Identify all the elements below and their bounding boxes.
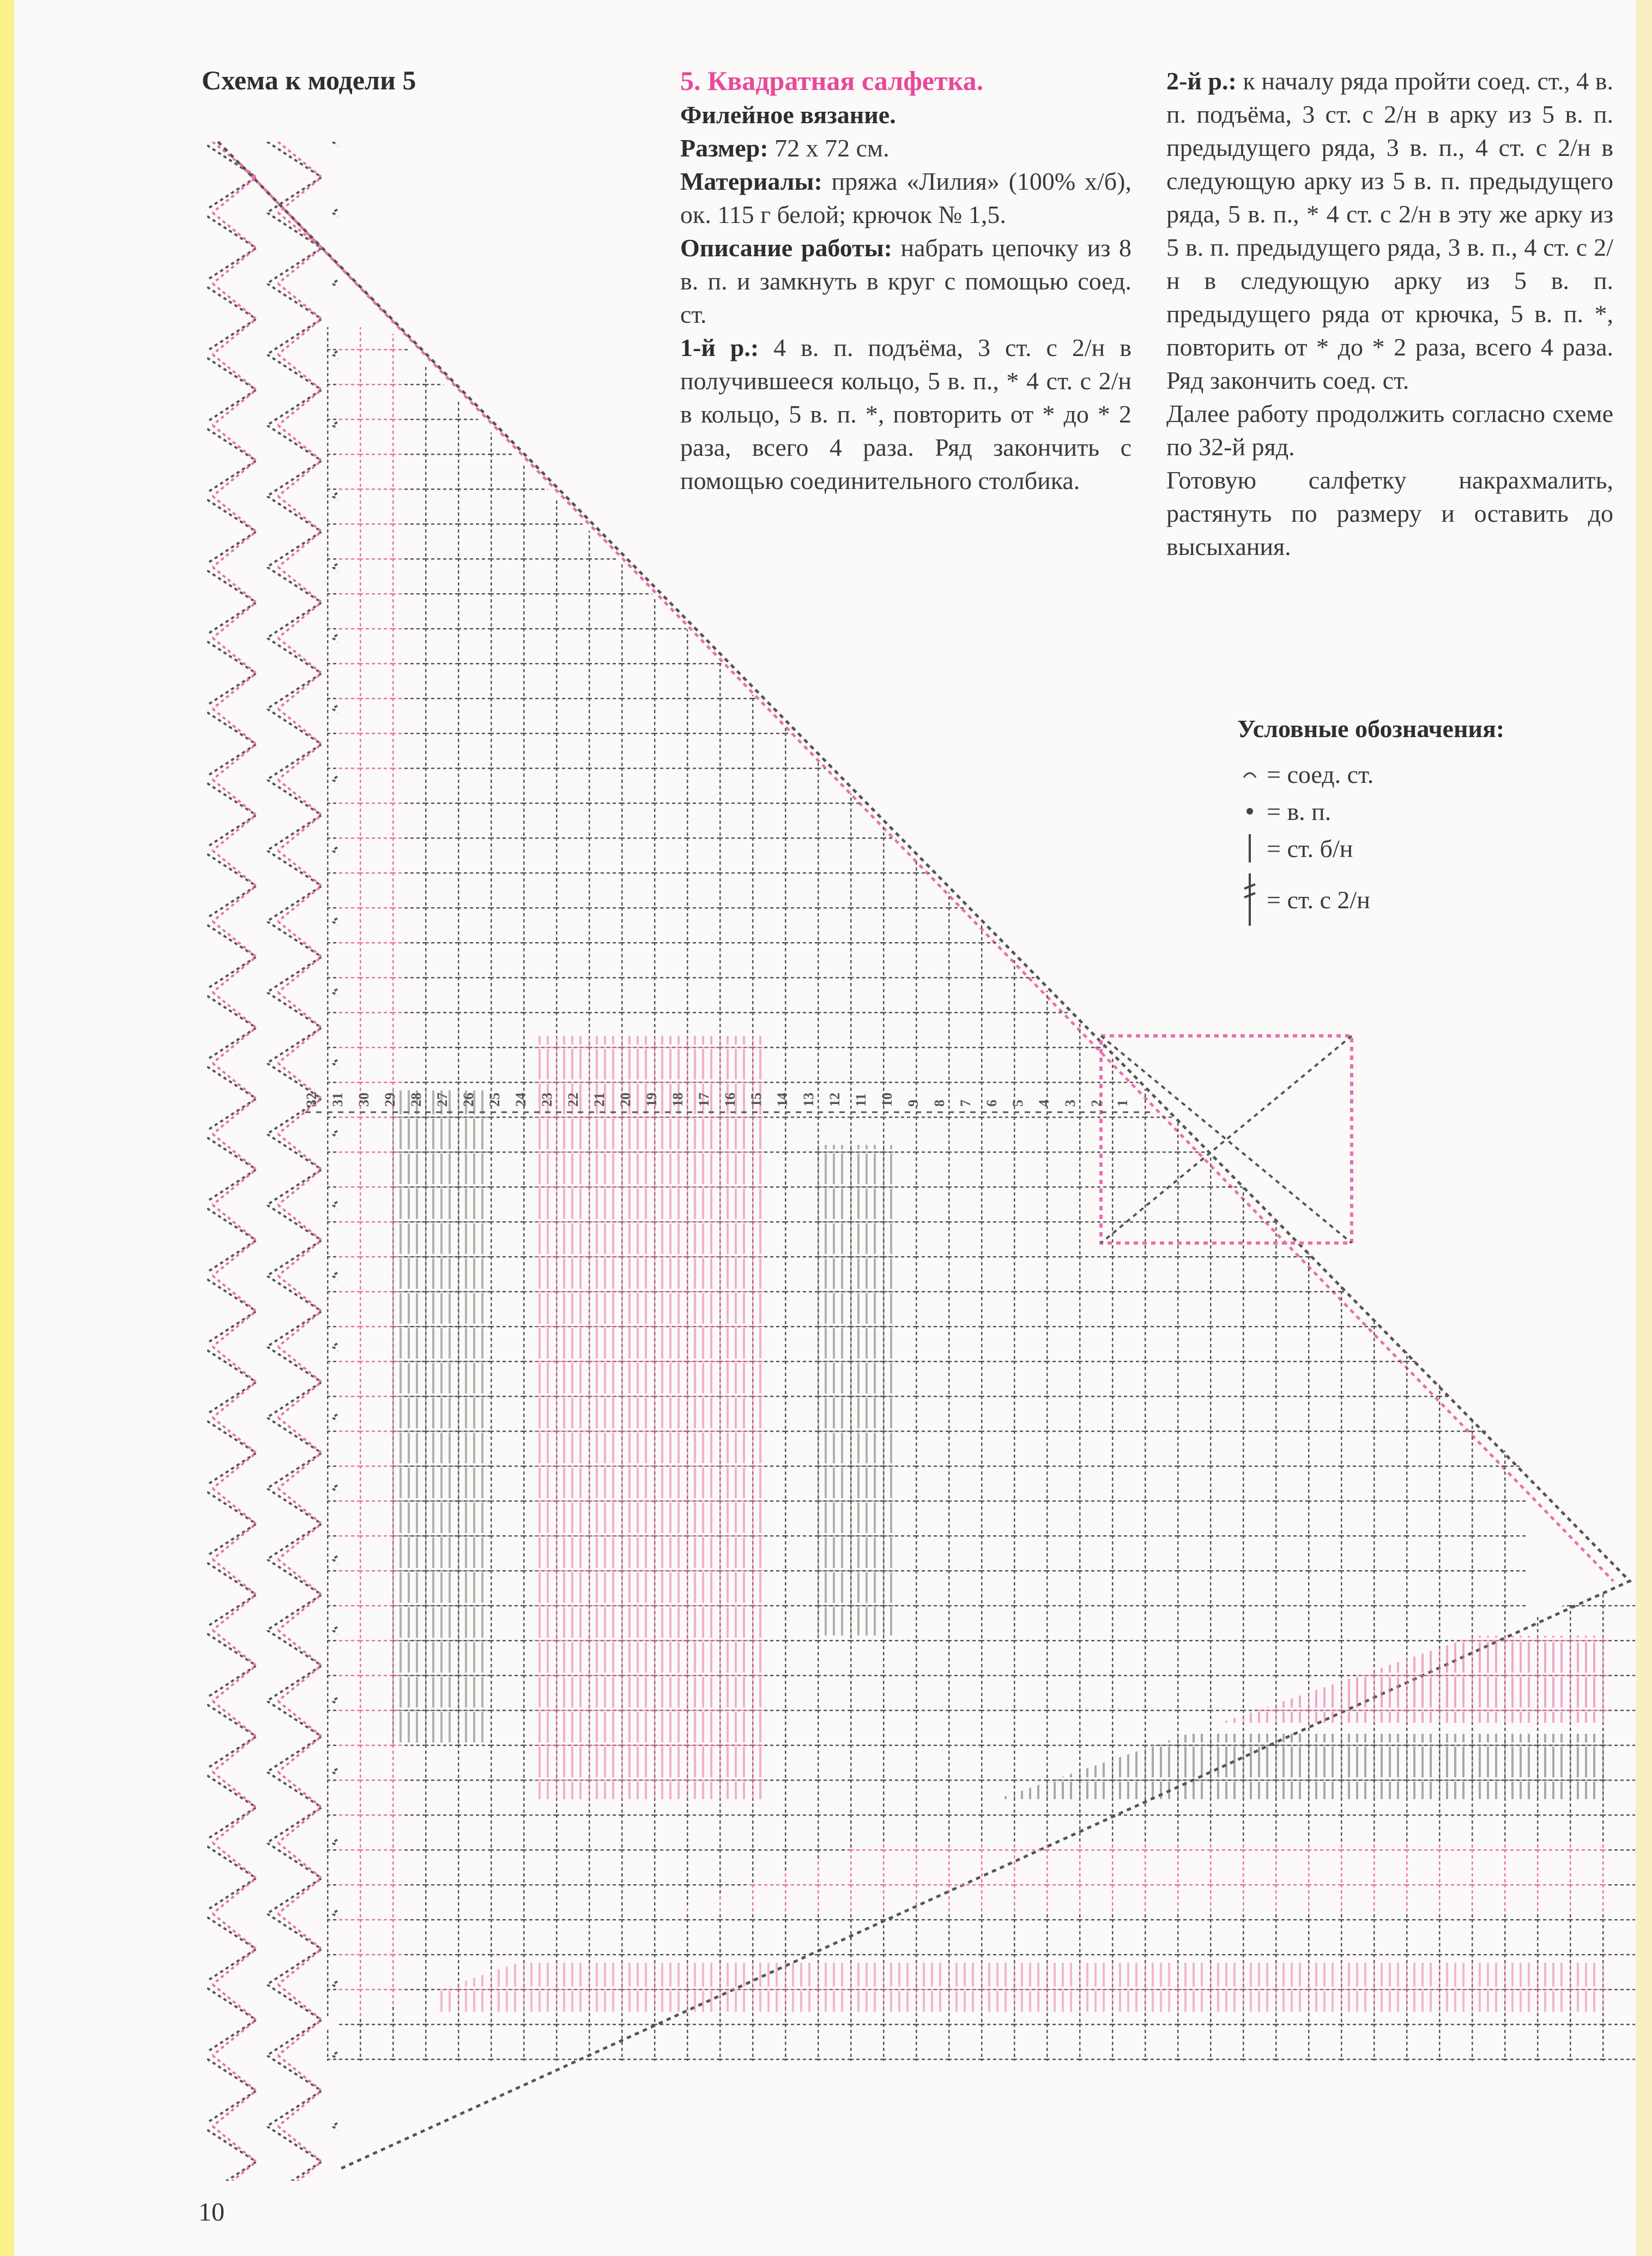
size-value: 72 х 72 см. <box>768 134 889 162</box>
chart-row-number: 20 <box>618 1093 633 1107</box>
double-treble-icon <box>1237 872 1262 927</box>
chart-row-number: 4 <box>1036 1100 1052 1107</box>
row1-label: 1-й р.: <box>680 334 759 361</box>
scheme-title: Схема к модели 5 <box>202 65 416 95</box>
chart-row-number: 30 <box>356 1093 372 1107</box>
materials-value: пряжа «Лилия» (100% х/б), ок. 115 г белой; крючок № 1,5. <box>680 167 1131 228</box>
chart-row-number: 23 <box>539 1093 555 1107</box>
article-column-right <box>1166 64 1613 563</box>
description-value: набрать цепочку из 8 в. п. и замкнуть в круг с помощью соед. ст. <box>680 234 1132 328</box>
legend-item-chain-stitch: = в. п. <box>1237 795 1504 827</box>
legend <box>1237 714 1504 935</box>
chart-row-number: 27 <box>434 1093 450 1107</box>
chart-row-number: 24 <box>513 1093 529 1107</box>
chart-row-number: 9 <box>905 1100 921 1107</box>
row2-value: к началу ряда пройти соед. ст., 4 в. п. подъёма, 3 ст. с 2/н в арку из 5 в. п. предыдущего ряда, 3 в. п., 4 ст. с 2/н в следующую арку из 5 в. п. предыдущего ряда, 5 в. п., * 4 ст. с 2/н в эту же арку из 5 в. п. предыдущего ряда, 3 в. п., 4 ст. с 2/н в следующую арку из 5 в. п. предыдущего ряда от крючка, 5 в. п. *, повторить от * до * 2 раза, всего 4 раза. Ряд закончить соед. ст. <box>1166 67 1613 394</box>
chart-row-number: 18 <box>670 1093 686 1107</box>
chart-row-number: 31 <box>330 1093 346 1107</box>
chart-row-number: 28 <box>408 1093 424 1107</box>
chart-row-number: 26 <box>461 1093 476 1107</box>
row1-value: 4 в. п. подъёма, 3 ст. с 2/н в получившееся кольцо, 5 в. п., * 4 ст. с 2/н в кольцо, 5 в. п. *, повторить от * до * 2 раза, всего 4 раза. Ряд закончить с помощью соединительного столбика. <box>680 334 1131 494</box>
chart-row-number: 8 <box>931 1100 947 1107</box>
chain-stitch-icon <box>1237 806 1262 817</box>
chart-row-number: 22 <box>565 1093 581 1107</box>
article-title: 5. Квадратная салфетка. <box>680 65 984 96</box>
chart-row-number: 16 <box>722 1093 738 1107</box>
single-crochet-icon <box>1237 833 1262 864</box>
continue-text: Далее работу продолжить согласно схеме по 32-й ряд. <box>1166 400 1613 461</box>
size-label: Размер: <box>680 134 768 162</box>
chart-row-number: 3 <box>1062 1100 1078 1107</box>
chart-band-dark-1 <box>392 1090 491 1745</box>
description-label: Описание работы: <box>680 234 892 262</box>
chart-row-number: 19 <box>644 1093 659 1107</box>
chart-border-left <box>207 142 338 2181</box>
chart-band-pink-2 <box>534 1036 763 1799</box>
page-number: 10 <box>198 2198 225 2227</box>
chart-row-number: 14 <box>774 1093 790 1107</box>
legend-item-single-crochet: = ст. б/н <box>1237 833 1504 864</box>
chart-band-dark-2 <box>818 1145 894 1636</box>
chart-row-number: 25 <box>487 1093 503 1107</box>
chart-row-number: 11 <box>853 1093 869 1107</box>
chart-band-pink-5 <box>436 1963 1608 2012</box>
legend-item-slip-stitch: = соед. ст. <box>1237 758 1504 790</box>
chart-row-number: 2 <box>1088 1100 1104 1107</box>
chart-row-number: 6 <box>984 1100 1000 1107</box>
chart-row-number: 29 <box>382 1093 398 1107</box>
article-column-middle <box>680 64 1131 497</box>
materials-label: Материалы: <box>680 167 822 195</box>
chart-row-number: 15 <box>748 1093 764 1107</box>
chart-row-number: 1 <box>1115 1100 1130 1107</box>
chart-row-number: 7 <box>958 1100 973 1107</box>
chart-row-number: 17 <box>696 1093 712 1107</box>
chart-row-number: 10 <box>879 1093 895 1107</box>
row2-label: 2-й р.: <box>1166 67 1237 95</box>
article-technique: Филейное вязание. <box>680 101 896 129</box>
finish-text: Готовую салфетку накрахмалить, растянуть по размеру и оставить до высыхания. <box>1166 466 1613 560</box>
chart-row-number: 21 <box>591 1093 607 1107</box>
chart-row-number: 13 <box>801 1093 816 1107</box>
legend-title: Условные обозначения: <box>1237 715 1505 743</box>
chart-row-number: 12 <box>827 1093 843 1107</box>
legend-item-double-treble: = ст. с 2/н <box>1237 870 1504 930</box>
slip-stitch-icon <box>1237 769 1262 780</box>
chart-row-number: 32 <box>304 1093 319 1107</box>
chart-row-number: 5 <box>1010 1100 1026 1107</box>
